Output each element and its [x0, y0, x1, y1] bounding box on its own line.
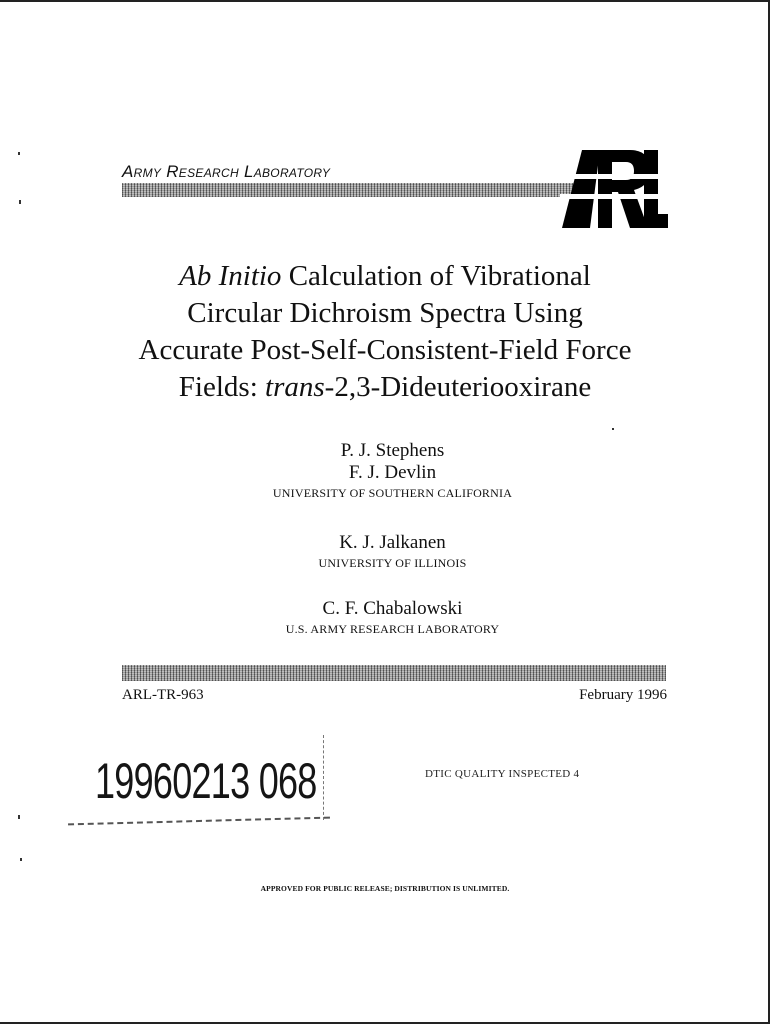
- author-name: F. J. Devlin: [348, 462, 437, 483]
- author-affiliation: UNIVERSITY OF ILLINOIS: [318, 556, 467, 570]
- author-name: K. J. Jalkanen: [339, 532, 446, 553]
- report-number: ARL-TR-963: [122, 687, 204, 703]
- author-group-usc: [100, 440, 685, 502]
- arl-logo-icon: [560, 148, 670, 230]
- author-affiliation: U.S. ARMY RESEARCH LABORATORY: [285, 622, 500, 636]
- author-name: P. J. Stephens: [340, 440, 445, 461]
- scan-speck: [612, 428, 614, 430]
- dashed-cut-line: [68, 817, 330, 826]
- report-title: [100, 258, 670, 406]
- scan-border-top: [0, 0, 770, 2]
- accession-number: 19960213 068: [95, 753, 317, 809]
- title-italic-ab-initio: Ab Initio: [179, 260, 282, 292]
- report-date: February 1996: [579, 687, 667, 703]
- author-name: C. F. Chabalowski: [322, 598, 463, 619]
- author-group-arl: [100, 598, 685, 638]
- distribution-statement: APPROVED FOR PUBLIC RELEASE; DISTRIBUTION IS UNLIMITED.: [260, 884, 510, 893]
- author-affiliation: UNIVERSITY OF SOUTHERN CALIFORNIA: [272, 486, 513, 500]
- footer-halftone-band: [122, 665, 666, 681]
- dashed-vertical-line: [323, 735, 324, 820]
- title-line-2: Circular Dichroism Spectra Using: [187, 297, 583, 329]
- title-line-1-rest: Calculation of Vibrational: [281, 260, 591, 292]
- title-line-3: Accurate Post-Self-Consistent-Field Force: [138, 334, 632, 366]
- scan-speck: [19, 200, 21, 204]
- author-group-illinois: [100, 532, 685, 572]
- header-halftone-band: [122, 183, 582, 197]
- dtic-quality-stamp: DTIC QUALITY INSPECTED 4: [425, 768, 580, 780]
- scan-speck: [18, 152, 20, 155]
- scan-speck: [20, 858, 22, 861]
- title-line-1: [100, 258, 670, 295]
- organization-name: Army Research Laboratory: [122, 162, 331, 181]
- title-italic-trans: trans: [265, 371, 325, 403]
- scan-speck: [18, 815, 20, 819]
- title-line-4: [100, 369, 670, 406]
- title-line-4-prefix: Fields:: [178, 371, 266, 403]
- title-line-4-rest: -2,3-Dideuteriooxirane: [324, 371, 592, 403]
